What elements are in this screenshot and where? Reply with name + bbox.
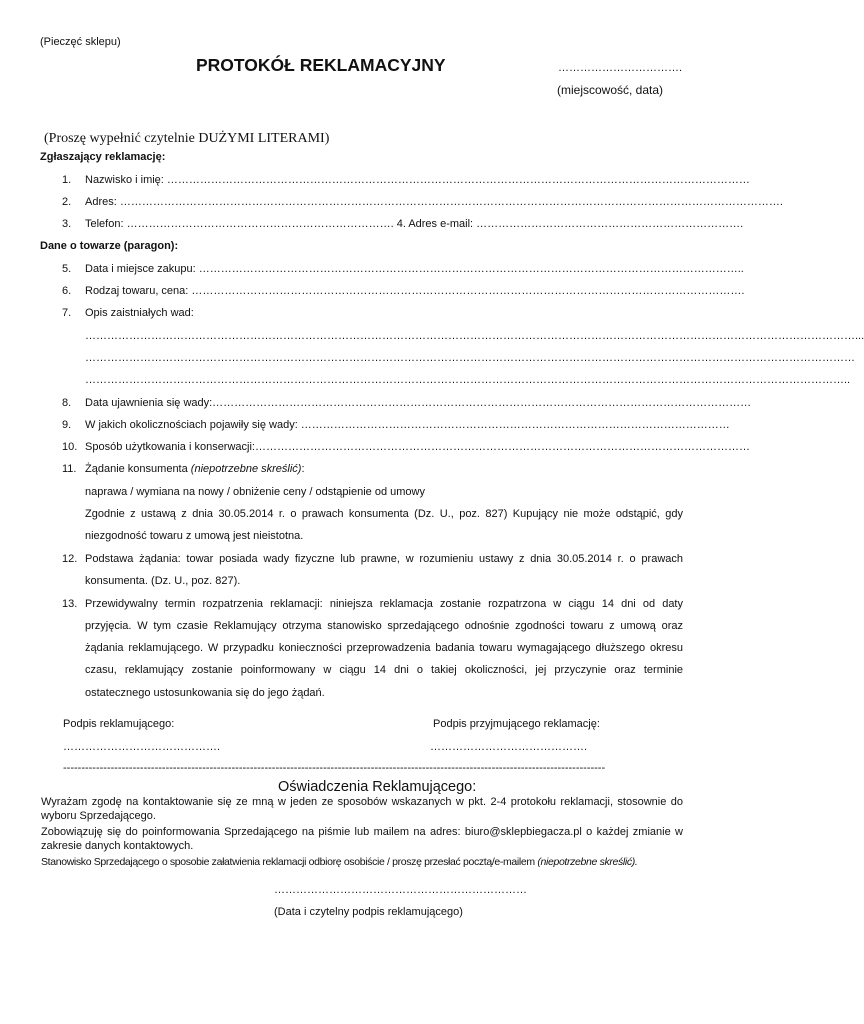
usage-field[interactable]: Sposób użytkowania i konserwacji:……………………………………………………………………………………………………………………… (85, 441, 750, 453)
phone-email-field[interactable]: Telefon: ………………………………………………………………. 4. Adres e-mail: ………………………………………………………………. (85, 218, 744, 230)
basis-text: konsumenta. (Dz. U., poz. 827). (85, 575, 241, 587)
term-text: Przewidywalny termin rozpatrzenia reklamacji: niniejsza reklamacja zostanie rozpatrzona w ciągu 14 dni od daty (85, 598, 683, 610)
basis-text: Podstawa żądania: towar posiada wady fizyczne lub prawne, w rozumieniu ustawy z dnia 30.05.2014 r. o prawach (85, 553, 683, 565)
item-number: 11. (62, 463, 77, 475)
separator-line: ---------------------------------------------------------------------------------------------------------------------------------------------------- (63, 762, 606, 774)
decision-text (41, 856, 638, 868)
term-text: ostatecznego ustosunkowania się do jego żądań. (85, 687, 325, 699)
item-number: 2. (62, 196, 72, 208)
term-text: czasu, reklamujący zostanie poinformowany w ciągu 14 dni o takiej okoliczności, jej przyczynie oraz terminie (85, 664, 683, 676)
complainant-heading: Zgłaszający reklamację: (40, 151, 166, 163)
goods-type-price-field[interactable]: Rodzaj towaru, cena: ……………………………………………………………………………………………………………………………………. (85, 285, 745, 297)
item-number: 3. (62, 218, 72, 230)
demand-options[interactable]: naprawa / wymiana na nowy / obniżenie ceny / odstąpienie od umowy (85, 486, 425, 498)
complainant-signature-field[interactable]: ……………………………………. (63, 741, 221, 753)
item-number: 13. (62, 598, 78, 610)
defect-description-line[interactable]: ………………………………………………………………………………………………………………………………………………………………………………………… (85, 352, 855, 364)
place-date-field[interactable]: ……………………………. (558, 62, 683, 74)
demand-law-note: niezgodność towaru z umową jest nieistotna. (85, 530, 304, 542)
circumstances-field[interactable]: W jakich okolicznościach pojawiły się wady: ……………………………………………………………………………………………………… (85, 419, 730, 431)
statements-heading: Oświadczenia Reklamującego: (278, 779, 477, 795)
defects-label: Opis zaistniałych wad: (85, 307, 194, 319)
receiver-signature-label: Podpis przyjmującego reklamację: (433, 718, 600, 730)
item-number: 12. (62, 553, 78, 565)
defect-description-line[interactable]: …………………………………………………………………………………………………………………………………………………………………………………………... (85, 330, 864, 342)
contact-consent-text: wyboru Sprzedającego. (41, 810, 156, 822)
term-text: żądania reklamującego. W przypadku konieczności przeprowadzenia badania towaru wymagającego dłuższego okresu (85, 642, 683, 654)
notify-text: zakresie danych kontaktowych. (41, 840, 194, 852)
place-date-label: (miejscowość, data) (557, 83, 664, 97)
address-field[interactable]: Adres: ………………………………………………………………………………………………………………………………………………………………. (85, 196, 783, 208)
item-number: 7. (62, 307, 72, 319)
final-signature-field[interactable]: …………………………………………………………… (274, 884, 527, 896)
goods-heading: Dane o towarze (paragon): (40, 240, 179, 252)
name-field[interactable]: Nazwisko i imię: …………………………………………………………………………………………………………………………………………… (85, 174, 750, 186)
demand-law-note: Zgodnie z ustawą z dnia 30.05.2014 r. o prawach konsumenta (Dz. U., poz. 827) Kupujący nie może odstąpić, gdy (85, 508, 683, 520)
final-signature-label: (Data i czytelny podpis reklamującego) (274, 906, 463, 918)
contact-consent-text: Wyrażam zgodę na kontaktowanie się ze mną w jeden ze sposobów wskazanych w pkt. 2-4 protokołu reklamacji, stosownie do (41, 796, 683, 808)
item-number: 10. (62, 441, 78, 453)
purchase-date-place-field[interactable]: Data i miejsce zakupu: ………………………………………………………………………………………………………………………………….. (85, 263, 744, 275)
decision-main[interactable]: Stanowisko Sprzedającego o sposobie załatwienia reklamacji odbiorę osobiście / proszę przesłać pocztą/e-mailem (41, 856, 538, 868)
complainant-signature-label: Podpis reklamującego: (63, 718, 175, 730)
page-title: PROTOKÓŁ REKLAMACYJNY (196, 55, 446, 75)
item-number: 8. (62, 397, 72, 409)
item-number: 5. (62, 263, 72, 275)
demand-note: (niepotrzebne skreślić) (190, 463, 302, 475)
defect-date-field[interactable]: Data ujawnienia się wady:………………………………………………………………………………………………………………………………… (85, 397, 752, 409)
notify-text: Zobowiązuję się do poinformowania Sprzedającego na piśmie lub mailem na adres: biuro@sklepbiegacza.pl o każdej zmianie w (41, 826, 683, 838)
item-number: 1. (62, 174, 72, 186)
demand-text: Żądanie konsumenta (85, 463, 191, 475)
receiver-signature-field[interactable]: ……………………………………. (430, 741, 588, 753)
term-text: przyjęcia. W tym czasie Reklamujący otrzyma stanowisko sprzedającego odnośnie zgodności towaru z umową oraz (85, 620, 683, 632)
fill-instruction: (Proszę wypełnić czytelnie DUŻYMI LITERAMI) (44, 131, 330, 146)
shop-stamp-label: (Pieczęć sklepu) (40, 36, 121, 48)
item-number: 6. (62, 285, 72, 297)
decision-note: (niepotrzebne skreślić). (537, 856, 638, 868)
demand-colon: : (301, 463, 305, 475)
item-number: 9. (62, 419, 72, 431)
defect-description-line[interactable]: ……………………………………………………………………………………………………………………………………………………………………………………….. (85, 374, 851, 386)
demand-label (85, 463, 305, 475)
